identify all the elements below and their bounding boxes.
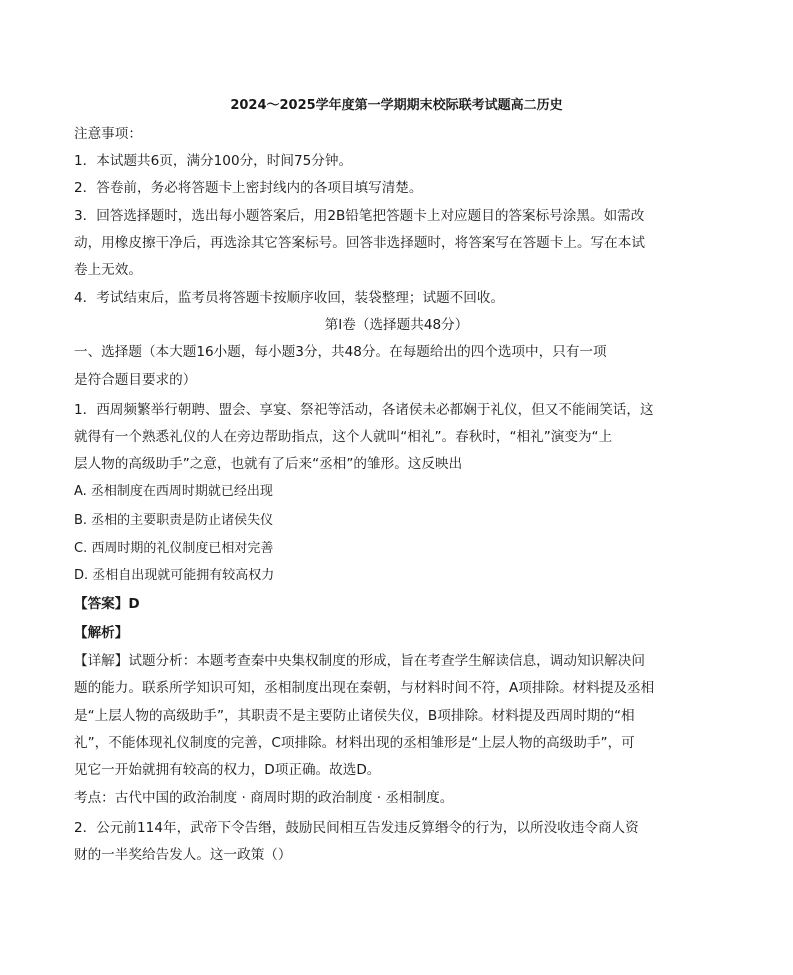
part1-intro-line-2: 是符合题目要求的）: [74, 372, 197, 388]
q1-detail-line-1: 【详解】试题分析：本题考查秦中央集权制度的形成，旨在考查学生解读信息，调动知识解决问: [74, 653, 645, 669]
q1-kaodian: 考点：古代中国的政治制度 · 商周时期的政治制度 · 丞相制度。: [74, 790, 454, 806]
notice-item-3-line-2: 动，用橡皮擦干净后，再选涂其它答案标号。回答非选择题时，将答案写在答题卡上。写在本试: [74, 235, 645, 251]
notice-item-3-line-1: 3．回答选择题时，选出每小题答案后，用2B铅笔把答题卡上对应题目的答案标号涂黑。如需改: [74, 208, 645, 224]
section-title: 第Ⅰ卷（选择题共48分）: [324, 317, 469, 333]
q1-analysis-heading: 【解析】: [74, 625, 129, 641]
q1-detail-line-2: 题的能力。联系所学知识可知，丞相制度出现在秦朝，与材料时间不符，A项排除。材料提及丞相: [74, 680, 655, 696]
q1-answer: 【答案】D: [74, 596, 140, 612]
q1-option-b: B. 丞相的主要职责是防止诸侯失仪: [74, 513, 274, 528]
q1-stem-line-2: 就得有一个熟悉礼仪的人在旁边帮助指点，这个人就叫“相礼”。春秋时，“相礼”演变为“上: [74, 429, 613, 445]
exam-title: 2024～2025学年度第一学期期末校际联考试题高二历史: [230, 98, 563, 113]
part1-intro-line-1: 一、选择题（本大题16小题，每小题3分，共48分。在每题给出的四个选项中，只有一项: [74, 344, 607, 360]
q1-detail-line-3: 是“上层人物的高级助手”，其职责不是主要防止诸侯失仪，B项排除。材料提及西周时期的“相: [74, 708, 635, 724]
notice-item-1: 1．本试题共6页，满分100分，时间75分钟。: [74, 153, 353, 169]
notice-heading: 注意事项：: [74, 126, 142, 142]
notice-item-3-line-3: 卷上无效。: [74, 262, 142, 278]
q1-option-c: C. 西周时期的礼仪制度已相对完善: [74, 541, 274, 556]
q1-stem-line-1: 1．西周频繁举行朝聘、盟会、享宴、祭祀等活动，各诸侯未必都娴于礼仪，但又不能闹笑话，这: [74, 402, 654, 418]
q1-detail-line-4: 礼”，不能体现礼仪制度的完善，C项排除。材料出现的丞相雏形是“上层人物的高级助手”，可: [74, 735, 635, 751]
notice-item-4: 4．考试结束后，监考员将答题卡按顺序收回，装袋整理；试题不回收。: [74, 290, 505, 306]
q1-stem-line-3: 层人物的高级助手”之意，也就有了后来“丞相”的雏形。这反映出: [74, 456, 463, 472]
q1-detail-line-5: 见它一开始就拥有较高的权力，D项正确。故选D。: [74, 762, 381, 778]
notice-item-2: 2．答卷前，务必将答题卡上密封线内的各项目填写清楚。: [74, 180, 423, 196]
q2-stem-line-1: 2．公元前114年，武帝下令告缗，鼓励民间相互告发违反算缗令的行为，以所没收违令商人资: [74, 820, 639, 836]
q1-option-a: A. 丞相制度在西周时期就已经出现: [74, 484, 273, 499]
q2-stem-line-2: 财的一半奖给告发人。这一政策（）: [74, 847, 292, 863]
q1-option-d: D. 丞相自出现就可能拥有较高权力: [74, 568, 275, 583]
